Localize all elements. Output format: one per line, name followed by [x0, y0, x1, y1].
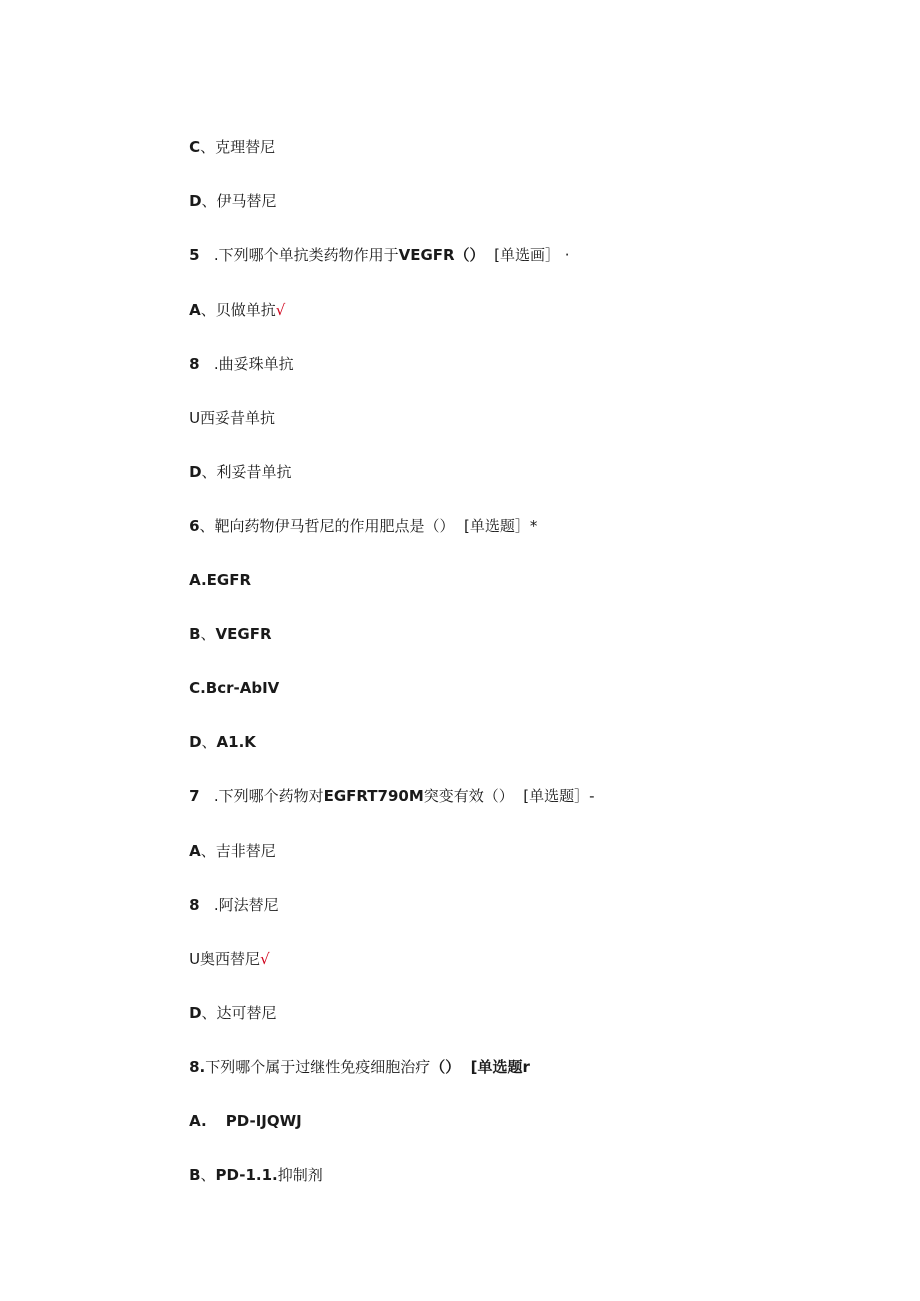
question-8 — [170, 1034, 530, 1076]
option-letter: 8 — [189, 355, 200, 373]
question-number: 8. — [189, 1058, 206, 1076]
option-text: 、克理替尼 — [200, 138, 276, 156]
option-letter: A — [189, 842, 201, 860]
option-letter: C — [189, 138, 201, 156]
option-a-line — [170, 1088, 302, 1130]
option-spacing — [207, 1112, 226, 1130]
option-separator: 、 — [200, 625, 216, 643]
option-text: U奥西替尼 — [189, 950, 261, 968]
option-text: U西妥昔单抗 — [189, 409, 276, 427]
option-b-line — [170, 331, 294, 373]
correct-check-icon: √ — [260, 950, 270, 968]
option-text: .阿法替尼 — [199, 896, 279, 914]
option-text: PD-IJQWJ — [225, 1112, 302, 1130]
option-d-line — [170, 168, 277, 210]
option-letter: A — [189, 301, 201, 319]
option-letter: 8 — [189, 896, 200, 914]
option-c-line — [170, 926, 270, 968]
option-text: C.Bcr-AbIV — [189, 679, 280, 697]
option-d-line — [170, 980, 277, 1022]
option-text-bold: PD-1.1. — [215, 1166, 278, 1184]
option-d-line — [170, 439, 292, 481]
question-5 — [170, 222, 570, 264]
question-type-tag: （） [单选题r — [430, 1058, 530, 1076]
option-letter: B — [189, 1166, 201, 1184]
option-letter: D — [189, 1004, 202, 1022]
question-text: 、靶向药物伊马哲尼的作用肥点是（） [单选题］* — [199, 517, 538, 535]
option-a-line — [170, 277, 286, 319]
option-text: .曲妥珠单抗 — [199, 355, 294, 373]
option-d-line — [170, 709, 256, 751]
option-b-line — [170, 601, 272, 643]
option-text: VEGFR — [215, 625, 272, 643]
question-number: 5 — [189, 246, 200, 264]
option-text: 抑制剂 — [277, 1166, 323, 1184]
question-number: 6 — [189, 517, 200, 535]
question-text-bold: EGFRT790M — [323, 787, 424, 805]
option-separator: 、 — [201, 733, 217, 751]
option-a-line — [170, 818, 276, 860]
question-text: 下列哪个属于过继性免疫细胞治疗 — [205, 1058, 431, 1076]
option-letter: A. — [189, 1112, 207, 1130]
option-text: 、达可替尼 — [201, 1004, 277, 1022]
question-type-tag: 突变有效（） [单选题］- — [423, 787, 595, 805]
option-separator: 、 — [200, 1166, 216, 1184]
question-text: .下列哪个药物对 — [199, 787, 324, 805]
correct-check-icon: √ — [275, 301, 286, 319]
option-text: 、贝做单抗 — [200, 301, 276, 319]
question-6 — [170, 493, 538, 535]
option-letter: D — [189, 733, 202, 751]
option-text: 、利妥昔单抗 — [201, 463, 292, 481]
option-a-line — [170, 547, 252, 589]
question-text-bold: VEGFR（） — [398, 246, 485, 264]
question-text: .下列哪个单抗类药物作用于 — [199, 246, 399, 264]
option-b-line — [170, 872, 279, 914]
option-text: A.EGFR — [189, 571, 252, 589]
question-number: 7 — [189, 787, 200, 805]
option-b-line — [170, 1142, 323, 1184]
question-7 — [170, 763, 595, 805]
option-text: A1.K — [216, 733, 256, 751]
option-letter: D — [189, 463, 202, 481]
option-letter: D — [189, 192, 202, 210]
option-c-line — [170, 114, 276, 156]
option-c-line — [170, 385, 276, 427]
option-text: 、伊马替尼 — [201, 192, 277, 210]
option-letter: B — [189, 625, 201, 643]
question-type-tag: [单选画］ · — [484, 246, 570, 264]
option-text: 、吉非替尼 — [200, 842, 276, 860]
option-c-line — [170, 655, 280, 697]
